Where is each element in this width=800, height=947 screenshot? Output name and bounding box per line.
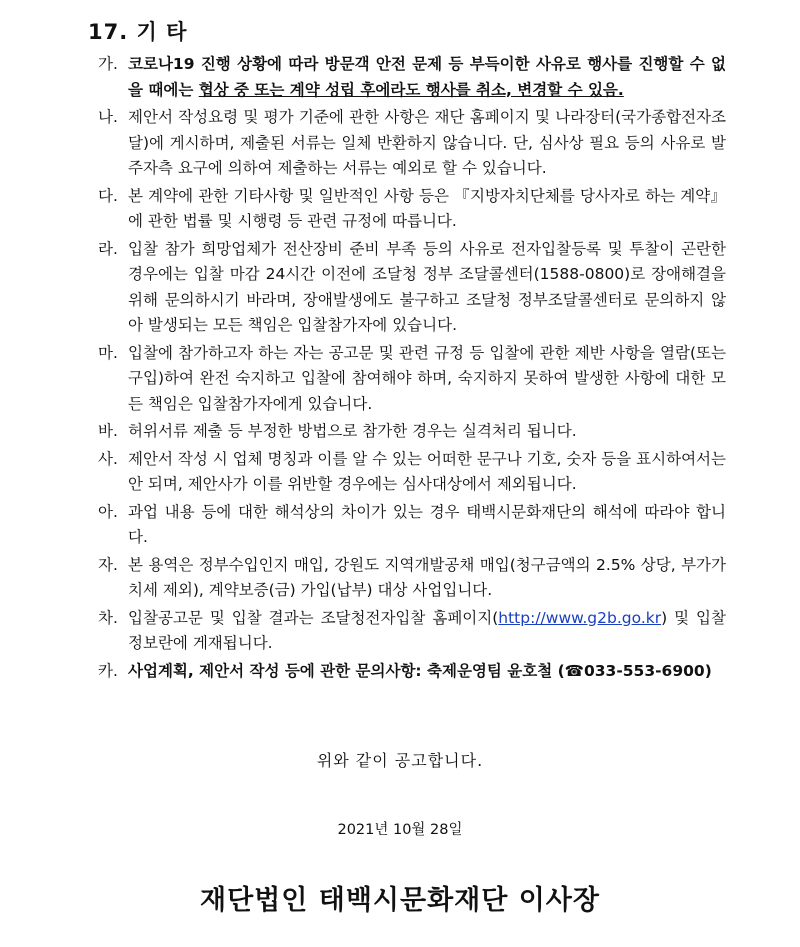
- item-text-span: 제안서 작성 시 업체 명칭과 이를 알 수 있는 어떠한 문구나 기호, 숫자 등을 표시하여서는 안 되며, 제안사가 이를 위반할 경우에는 심사대상에서 제외됩니다.: [128, 449, 726, 493]
- terms-list: [98, 52, 726, 686]
- item-text: [128, 606, 726, 657]
- item-marker: 가.: [98, 55, 118, 73]
- list-item: [98, 184, 726, 235]
- item-text: [128, 553, 726, 604]
- item-text: [128, 237, 726, 339]
- item-marker: 라.: [98, 239, 118, 258]
- item-text-span: 입찰 참가 희망업체가 전산장비 준비 부족 등의 사유로 전자입찰등록 및 투찰이 곤란한 경우에는 입찰 마감 24시간 이전에 조달청 정부 조달콜센터(1588-0800)로 장애해결을 위해 문의하시기 바라며, 장애발생에도 불구하고 조달청 정부조달콜센터로 문의하지 않아 발생되는 모든 책임은 입찰참가자에 있습니다.: [128, 239, 726, 334]
- item-marker: 나.: [98, 108, 118, 126]
- signer-name: 재단법인 태백시문화재단 이사장: [200, 885, 600, 916]
- list-item: [98, 341, 726, 418]
- list-item: [98, 52, 726, 103]
- item-text: [128, 52, 726, 103]
- item-marker: 카.: [98, 661, 118, 680]
- item-marker: 자.: [98, 555, 118, 574]
- item-marker: 아.: [98, 502, 118, 521]
- item-text-span: 협상 중 또는 계약 성립 후에라도 행사를 취소, 변경할 수 있음.: [198, 80, 624, 99]
- item-text: [128, 659, 726, 685]
- item-marker: 마.: [98, 343, 118, 362]
- item-text-span: ) 및 입찰정보란에 게재됩니다.: [128, 608, 726, 652]
- item-text-span: 허위서류 제출 등 부정한 방법으로 참가한 경우는 실격처리 됩니다.: [128, 422, 577, 440]
- list-item: [98, 500, 726, 551]
- item-text-span: 코로나19 진행 상황에 따라 방문객 안전 문제 등 부득이한 사유로 행사를 진행할 수 없을 때에는: [128, 55, 726, 99]
- item-text-span: 입찰공고문 및 입찰 결과는 조달청전자입찰 홈페이지(: [128, 608, 499, 627]
- list-item: [98, 105, 726, 182]
- item-text-span: 과업 내용 등에 대한 해석상의 차이가 있는 경우 태백시문화재단의 해석에 따라야 합니다.: [128, 502, 726, 546]
- list-item: [98, 447, 726, 498]
- item-text: [128, 184, 726, 235]
- list-item: [98, 419, 726, 445]
- item-marker: 바.: [98, 422, 118, 440]
- item-text-span: 사업계획, 제안서 작성 등에 관한 문의사항: 축제운영팀 윤호철 (☎033-553-6900): [128, 661, 712, 680]
- item-text-span: 본 계약에 관한 기타사항 및 일반적인 사항 등은 『지방자치단체를 당사자로 하는 계약』에 관한 법률 및 시행령 등 관련 규정에 따릅니다.: [128, 186, 726, 230]
- item-text: [128, 105, 726, 182]
- item-text: [128, 447, 726, 498]
- list-item: [98, 553, 726, 604]
- item-text-span: 입찰에 참가하고자 하는 자는 공고문 및 관련 규정 등 입찰에 관한 제반 사항을 열람(또는 구입)하여 완전 숙지하고 입찰에 참여해야 하며, 숙지하지 못하여 발생한 사항에 대한 모든 책임은 입찰참가자에게 있습니다.: [128, 343, 726, 413]
- list-item: [98, 237, 726, 339]
- g2b-link[interactable]: http://www.g2b.go.kr: [498, 608, 662, 627]
- item-marker: 사.: [98, 449, 118, 468]
- item-text: [128, 341, 726, 418]
- list-item: [98, 659, 726, 685]
- item-marker: 다.: [98, 186, 118, 205]
- section-title: 17. 기 타: [88, 20, 188, 44]
- notice-text: 위와 같이 공고합니다.: [316, 751, 484, 770]
- item-marker: 차.: [98, 608, 118, 627]
- item-text: [128, 419, 726, 445]
- notice-date: 2021년 10월 28일: [337, 822, 463, 838]
- list-item: [98, 606, 726, 657]
- item-text-span: 본 용역은 정부수입인지 매입, 강원도 지역개발공채 매입(청구금액의 2.5% 상당, 부가가치세 제외), 계약보증(금) 가입(납부) 대상 사업입니다.: [128, 555, 726, 599]
- item-text-span: 제안서 작성요령 및 평가 기준에 관한 사항은 재단 홈페이지 및 나라장터(국가종합전자조달)에 게시하며, 제출된 서류는 일체 반환하지 않습니다. 단, 심사상 필요 등의 사유로 발주자측 요구에 의하여 제출하는 서류는 예외로 할 수 있습니다.: [128, 108, 726, 177]
- item-text: [128, 500, 726, 551]
